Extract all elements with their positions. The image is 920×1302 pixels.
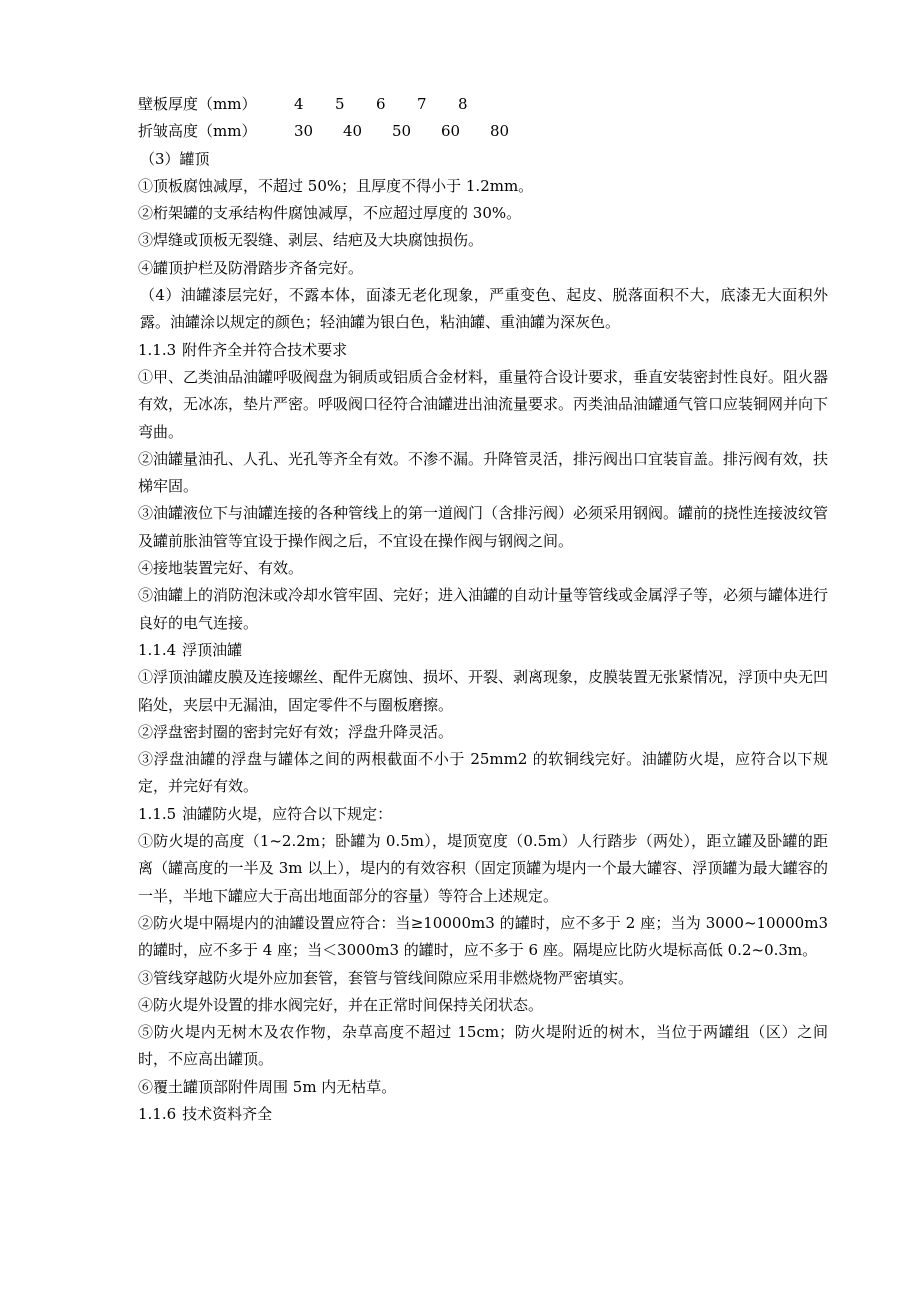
spec-value: 60 bbox=[441, 122, 461, 141]
list-item: ③焊缝或顶板无裂缝、剥层、结疤及大块腐蚀损伤。 bbox=[138, 231, 484, 250]
list-item: ③浮盘油罐的浮盘与罐体之间的两根截面不小于 25mm2 的软铜线完好。油罐防火堤，应符合以下规定，并完好有效。 bbox=[138, 750, 828, 796]
spec-value: 40 bbox=[343, 122, 363, 141]
section-heading-1-1-5 bbox=[138, 801, 828, 828]
spec-value: 50 bbox=[392, 122, 412, 141]
list-item: ③管线穿越防火堤外应加套管，套管与管线间隙应采用非燃烧物严密填实。 bbox=[138, 968, 634, 987]
list-item: ②浮盘密封圈的密封完好有效；浮盘升降灵活。 bbox=[138, 722, 454, 741]
list-item: ①浮顶油罐皮膜及连接螺丝、配件无腐蚀、损坏、开裂、剥离现象，皮膜装置无张紧情况，浮顶中央无凹陷处，夹层中无漏油，固定零件不与圈板磨擦。 bbox=[138, 668, 829, 714]
list-item: ④接地装置完好、有效。 bbox=[138, 559, 304, 578]
list-item: ⑤油罐上的消防泡沫或冷却水管牢固、完好；进入油罐的自动计量等管线或金属浮子等，必须与罐体进行良好的电气连接。 bbox=[138, 586, 829, 632]
spec-value: 6 bbox=[376, 95, 386, 113]
spec-value: 4 bbox=[294, 95, 304, 113]
spec-value: 7 bbox=[417, 95, 427, 113]
section-number: 1.1.6 bbox=[138, 1104, 177, 1123]
list-item: ④罐顶护栏及防滑踏步齐备完好。 bbox=[138, 258, 364, 277]
list-item: ②油罐量油孔、人孔、光孔等齐全有效。不渗不漏。升降管灵活，排污阀出口宜装盲盖。排污阀有效，扶梯牢固。 bbox=[138, 449, 829, 496]
section-title: 油罐防火堤，应符合以下规定： bbox=[182, 804, 393, 823]
list-item: ⑥覆土罐顶部附件周围 5m 内无枯草。 bbox=[138, 1077, 397, 1096]
section-title: 技术资料齐全 bbox=[182, 1104, 273, 1123]
spec-row-thickness bbox=[138, 91, 828, 118]
list-item: ⑤防火堤内无树木及农作物，杂草高度不超过 15cm；防火堤附近的树木，当位于两罐组（区）之间时，不应高出罐顶。 bbox=[138, 1023, 828, 1069]
spec-label-thickness: 壁板厚度（mm） bbox=[138, 95, 257, 113]
list-item: ③油罐液位下与油罐连接的各种管线上的第一道阀门（含排污阀）必须采用钢阀。罐前的挠性连接波纹管及罐前胀油管等宜设于操作阀之后，不宜设在操作阀与钢阀之间。 bbox=[138, 504, 829, 550]
list-item: ①防火堤的高度（1~2.2m；卧罐为 0.5m），堤顶宽度（0.5m）人行踏步（两处），距立罐及卧罐的距离（罐高度的一半及 3m 以上），堤内的有效容积（固定顶罐为堤内一个最大罐容、浮顶罐为最大罐容的一半，半地下罐应大于高出地面部分的容量）等符合上述规定。 bbox=[138, 832, 828, 905]
section-number: 1.1.3 bbox=[138, 340, 177, 359]
list-item: ②桁架罐的支承结构件腐蚀减厚，不应超过厚度的 30%。 bbox=[138, 204, 522, 223]
section-number: 1.1.5 bbox=[138, 804, 177, 823]
spec-value: 8 bbox=[458, 95, 468, 113]
spec-row-fold-height bbox=[138, 118, 828, 145]
section-title: 浮顶油罐 bbox=[182, 640, 243, 659]
spec-value: 30 bbox=[294, 122, 314, 141]
list-item: ②防火堤中隔堤内的油罐设置应符合：当≥10000m3 的罐时，应不多于 2 座；当为 3000~10000m3 的罐时，应不多于 4 座；当＜3000m3 的罐时，应不多于 6 座。隔堤应比防火堤标高低 0.2~0.3m。 bbox=[138, 913, 828, 960]
section-heading-1-1-3 bbox=[138, 337, 828, 364]
section-heading-1-1-6 bbox=[138, 1101, 828, 1128]
spec-value: 80 bbox=[490, 122, 510, 141]
list-item: ①顶板腐蚀减厚，不超过 50%；且厚度不得小于 1.2mm。 bbox=[138, 176, 534, 195]
section-heading-1-1-4 bbox=[138, 637, 828, 664]
document-body bbox=[138, 91, 828, 1128]
list-item: ④防火堤外设置的排水阀完好，并在正常时间保持关闭状态。 bbox=[138, 995, 544, 1014]
list-item: ①甲、乙类油品油罐呼吸阀盘为铜质或铝质合金材料，重量符合设计要求，垂直安装密封性良好。阻火器有效，无冰冻，垫片严密。呼吸阀口径符合油罐进出油流量要求。丙类油品油罐通气管口应装铜网并向下弯曲。 bbox=[138, 367, 829, 441]
spec-value: 5 bbox=[335, 95, 345, 113]
subsection-heading-tank-roof: （3）罐顶 bbox=[140, 149, 210, 168]
paragraph-paint: （4）油罐漆层完好，不露本体，面漆无老化现象，严重变色、起皮、脱落面积不大，底漆无大面积外露。油罐涂以规定的颜色；轻油罐为银白色，粘油罐、重油罐为深灰色。 bbox=[140, 286, 828, 332]
section-title: 附件齐全并符合技术要求 bbox=[182, 340, 348, 359]
spec-label-fold-height: 折皱高度（mm） bbox=[138, 122, 257, 141]
section-number: 1.1.4 bbox=[138, 640, 177, 659]
